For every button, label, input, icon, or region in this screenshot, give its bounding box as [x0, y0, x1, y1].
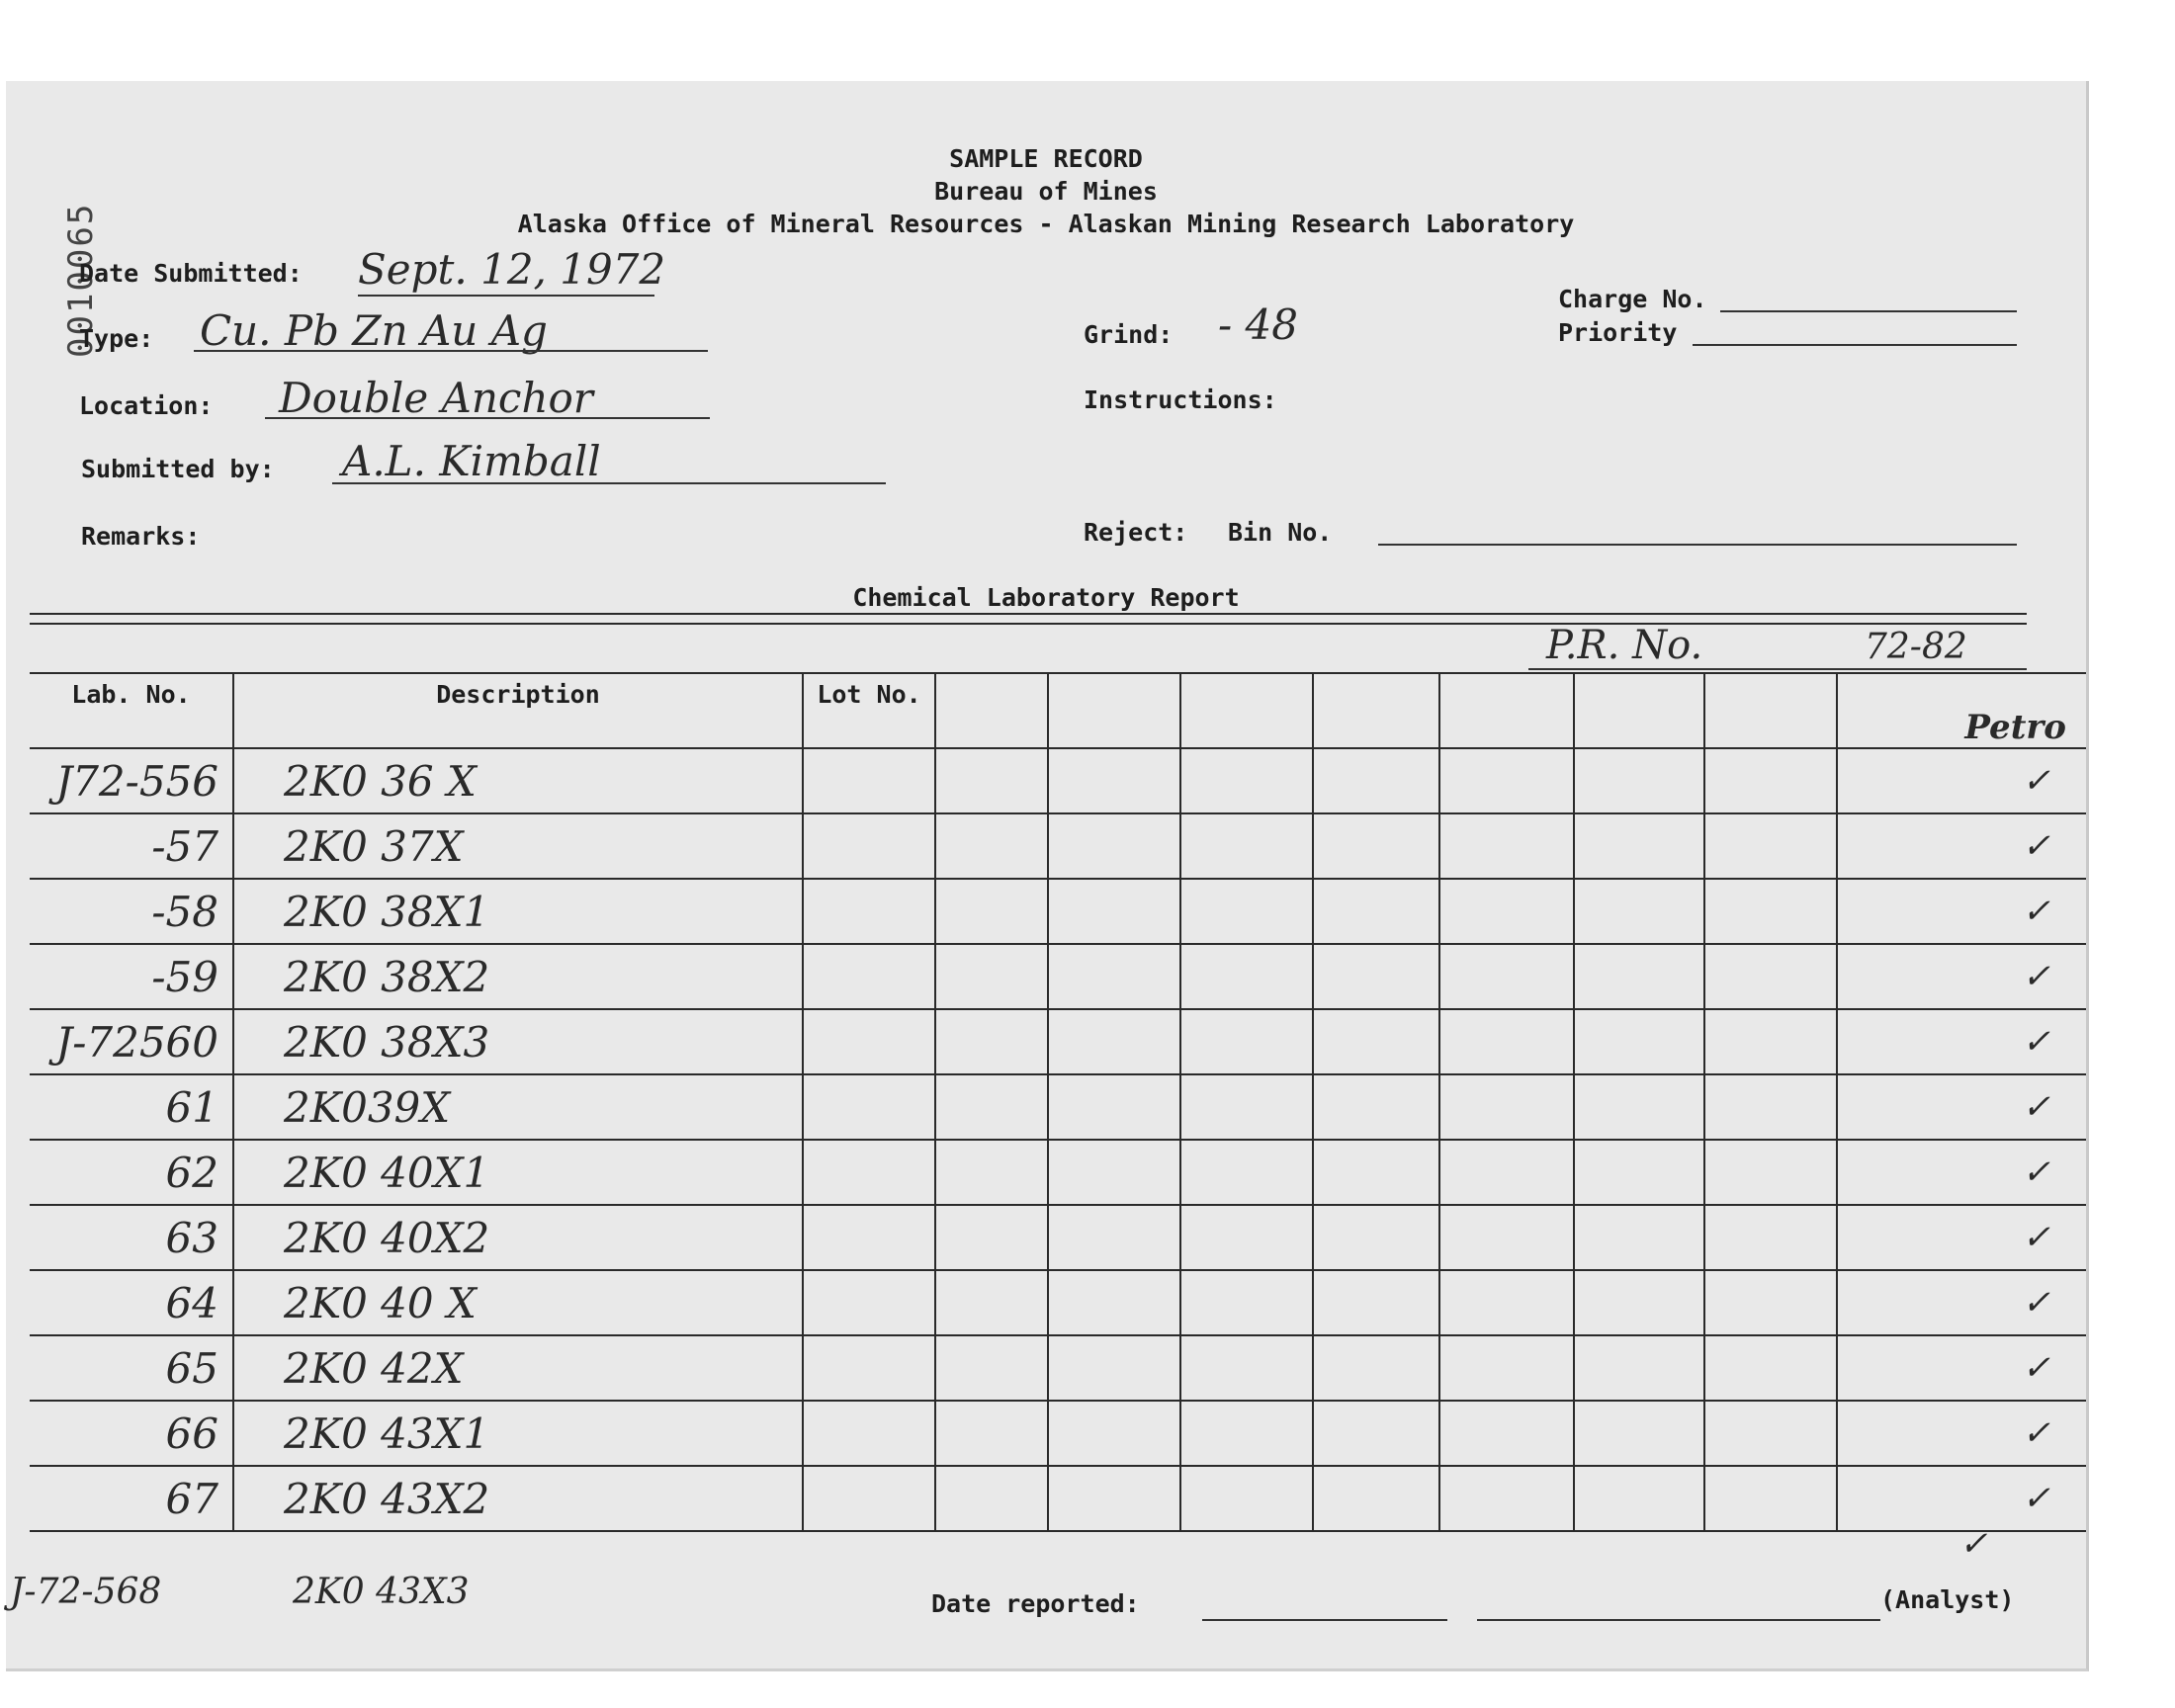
blank-cell [1313, 748, 1439, 813]
lab-no-cell: 61 [30, 1074, 233, 1140]
petro-check-cell: ✓ [1837, 748, 2086, 813]
office-name: Alaska Office of Mineral Resources - Alaskan Mining Research Laboratory [517, 210, 1575, 238]
blank-cell [1574, 813, 1704, 879]
blank-cell [1180, 813, 1313, 879]
blank-cell [1180, 1205, 1313, 1270]
blank-cell [1439, 813, 1574, 879]
description-cell: 2K0 43X1 [233, 1401, 803, 1466]
blank-header-cell [1048, 673, 1180, 748]
blank-cell [1313, 1335, 1439, 1401]
pr-label: P.R. No. [1546, 623, 1703, 668]
last-description: 2K0 43X3 [293, 1572, 470, 1612]
blank-cell [803, 1205, 935, 1270]
blank-cell [803, 813, 935, 879]
blank-cell [1439, 1335, 1574, 1401]
location-line [265, 417, 710, 419]
blank-cell [1313, 1401, 1439, 1466]
submitted-by-line [332, 482, 886, 484]
petro-check-cell: ✓ [1837, 1205, 2086, 1270]
form-title: SAMPLE RECORD [949, 144, 1143, 173]
table-row [30, 944, 2086, 1009]
petro-check-cell: ✓ [1837, 1466, 2086, 1531]
blank-header-cell [935, 673, 1048, 748]
report-rule-bottom [30, 623, 2027, 625]
blank-header-cell [1439, 673, 1574, 748]
blank-cell [803, 1270, 935, 1335]
blank-cell [1704, 748, 1837, 813]
blank-cell [1439, 1466, 1574, 1531]
blank-cell [1313, 1140, 1439, 1205]
table-row [30, 1335, 2086, 1401]
blank-cell [1180, 1074, 1313, 1140]
blank-cell [803, 879, 935, 944]
col-lab-no-header: Lab. No. [30, 673, 233, 748]
blank-cell [1439, 879, 1574, 944]
date-submitted-value: Sept. 12, 1972 [358, 245, 666, 294]
description-cell: 2K0 40X1 [233, 1140, 803, 1205]
petro-check-cell: ✓ [1837, 944, 2086, 1009]
analyst-label: (Analyst) [1880, 1585, 2015, 1614]
description-cell: 2K0 38X2 [233, 944, 803, 1009]
last-lab-no: J-72-568 [10, 1572, 162, 1612]
blank-cell [1048, 813, 1180, 879]
blank-header-cell [1704, 673, 1837, 748]
location-label: Location: [79, 391, 214, 420]
lab-no-cell: J-72560 [30, 1009, 233, 1074]
blank-cell [1048, 1140, 1180, 1205]
table-row [30, 1140, 2086, 1205]
table-row [30, 813, 2086, 879]
date-reported-line [1202, 1619, 1447, 1621]
grind-value: - 48 [1218, 300, 1298, 349]
analyst-line [1477, 1619, 1880, 1621]
instructions-label: Instructions: [1084, 385, 1277, 414]
blank-cell [935, 1009, 1048, 1074]
charge-line [1720, 310, 2017, 312]
table-row [30, 1270, 2086, 1335]
blank-cell [1704, 1009, 1837, 1074]
blank-cell [1574, 1466, 1704, 1531]
agency-name: Bureau of Mines [934, 177, 1158, 206]
table-row [30, 1466, 2086, 1531]
blank-cell [1313, 813, 1439, 879]
blank-cell [935, 1270, 1048, 1335]
blank-cell [1574, 1140, 1704, 1205]
description-cell: 2K0 36 X [233, 748, 803, 813]
last-petro-check: ✓ [1959, 1524, 1988, 1564]
reject-label: Reject: [1084, 518, 1188, 547]
blank-cell [1704, 879, 1837, 944]
blank-cell [1313, 944, 1439, 1009]
blank-cell [1180, 1401, 1313, 1466]
blank-cell [1439, 1074, 1574, 1140]
blank-cell [935, 1401, 1048, 1466]
blank-cell [803, 1074, 935, 1140]
description-cell: 2K0 42X [233, 1335, 803, 1401]
petro-check-cell: ✓ [1837, 1074, 2086, 1140]
blank-cell [935, 1074, 1048, 1140]
petro-check-cell: ✓ [1837, 1140, 2086, 1205]
blank-cell [935, 1140, 1048, 1205]
blank-cell [1048, 1009, 1180, 1074]
blank-cell [1048, 1270, 1180, 1335]
table-row [30, 1401, 2086, 1466]
blank-cell [935, 1335, 1048, 1401]
blank-cell [935, 748, 1048, 813]
lab-no-cell: 63 [30, 1205, 233, 1270]
blank-cell [1704, 1466, 1837, 1531]
blank-cell [803, 1401, 935, 1466]
report-rule-top [30, 613, 2027, 615]
blank-cell [1704, 1335, 1837, 1401]
petro-check-cell: ✓ [1837, 1401, 2086, 1466]
blank-cell [1439, 1401, 1574, 1466]
col-petro-header: Petro [1837, 673, 2086, 748]
blank-cell [1048, 1205, 1180, 1270]
type-label: Type: [79, 324, 154, 353]
blank-cell [1704, 1140, 1837, 1205]
blank-cell [1313, 1009, 1439, 1074]
description-cell: 2K0 40 X [233, 1270, 803, 1335]
pr-line [1528, 668, 2027, 670]
blank-cell [1048, 1401, 1180, 1466]
petro-check-cell: ✓ [1837, 879, 2086, 944]
table-header-row [30, 673, 2086, 748]
table-row [30, 1009, 2086, 1074]
blank-cell [1704, 1270, 1837, 1335]
blank-cell [1313, 879, 1439, 944]
blank-cell [1574, 1270, 1704, 1335]
blank-cell [1048, 879, 1180, 944]
blank-cell [1439, 1205, 1574, 1270]
blank-cell [1180, 1009, 1313, 1074]
blank-cell [1313, 1205, 1439, 1270]
archive-stamp: 0010065 [61, 202, 101, 358]
table-row [30, 1074, 2086, 1140]
lab-no-cell: J72-556 [30, 748, 233, 813]
blank-cell [935, 944, 1048, 1009]
priority-line [1693, 344, 2017, 346]
blank-cell [803, 944, 935, 1009]
blank-cell [1439, 748, 1574, 813]
table-row [30, 879, 2086, 944]
blank-cell [1180, 1466, 1313, 1531]
blank-cell [1574, 879, 1704, 944]
lab-no-cell: -57 [30, 813, 233, 879]
lab-no-cell: 64 [30, 1270, 233, 1335]
description-cell: 2K039X [233, 1074, 803, 1140]
blank-cell [1048, 1074, 1180, 1140]
description-cell: 2K0 40X2 [233, 1205, 803, 1270]
lab-no-cell: 67 [30, 1466, 233, 1531]
blank-cell [803, 1009, 935, 1074]
blank-cell [1574, 944, 1704, 1009]
petro-check-cell: ✓ [1837, 813, 2086, 879]
blank-cell [1574, 1074, 1704, 1140]
date-submitted-line [358, 295, 654, 297]
blank-cell [1439, 1270, 1574, 1335]
blank-cell [1704, 1205, 1837, 1270]
blank-cell [1439, 1140, 1574, 1205]
petro-check-cell: ✓ [1837, 1335, 2086, 1401]
blank-cell [1048, 748, 1180, 813]
blank-cell [1180, 748, 1313, 813]
blank-cell [1313, 1074, 1439, 1140]
lab-no-cell: 62 [30, 1140, 233, 1205]
location-value: Double Anchor [279, 374, 593, 422]
blank-cell [1180, 1270, 1313, 1335]
blank-cell [803, 1140, 935, 1205]
type-line [194, 350, 708, 352]
blank-cell [1704, 1074, 1837, 1140]
lab-no-cell: -59 [30, 944, 233, 1009]
grind-label: Grind: [1084, 320, 1174, 349]
blank-cell [1313, 1270, 1439, 1335]
blank-cell [803, 1335, 935, 1401]
submitted-by-label: Submitted by: [81, 455, 275, 483]
blank-cell [935, 879, 1048, 944]
col-lot-no-header: Lot No. [803, 673, 935, 748]
blank-header-cell [1180, 673, 1313, 748]
blank-cell [1574, 1335, 1704, 1401]
blank-cell [1574, 1009, 1704, 1074]
blank-cell [1048, 1466, 1180, 1531]
table-row [30, 1205, 2086, 1270]
report-title: Chemical Laboratory Report [852, 583, 1240, 612]
blank-cell [1704, 944, 1837, 1009]
charge-label: Charge No. [1558, 285, 1707, 313]
blank-cell [1439, 1009, 1574, 1074]
blank-cell [935, 813, 1048, 879]
blank-cell [1180, 879, 1313, 944]
blank-cell [935, 1466, 1048, 1531]
blank-header-cell [1313, 673, 1439, 748]
lab-no-cell: -58 [30, 879, 233, 944]
description-cell: 2K0 38X1 [233, 879, 803, 944]
blank-cell [1180, 1140, 1313, 1205]
blank-cell [935, 1205, 1048, 1270]
pr-value: 72-82 [1865, 627, 1967, 667]
petro-check-cell: ✓ [1837, 1009, 2086, 1074]
col-description-header: Description [233, 673, 803, 748]
submitted-by-value: A.L. Kimball [342, 437, 601, 485]
petro-check-cell: ✓ [1837, 1270, 2086, 1335]
blank-cell [1313, 1466, 1439, 1531]
sample-record-sheet [6, 81, 2089, 1671]
type-value: Cu. Pb Zn Au Ag [200, 306, 548, 355]
blank-cell [803, 748, 935, 813]
blank-cell [1048, 944, 1180, 1009]
priority-label: Priority [1558, 318, 1678, 347]
bin-line [1378, 544, 2017, 546]
blank-cell [1439, 944, 1574, 1009]
blank-cell [1574, 1401, 1704, 1466]
blank-cell [1704, 1401, 1837, 1466]
blank-cell [1574, 1205, 1704, 1270]
lab-report-table [30, 672, 2086, 1532]
description-cell: 2K0 38X3 [233, 1009, 803, 1074]
blank-cell [1048, 1335, 1180, 1401]
description-cell: 2K0 43X2 [233, 1466, 803, 1531]
date-submitted-label: Date Submitted: [79, 259, 303, 288]
lab-no-cell: 65 [30, 1335, 233, 1401]
lab-no-cell: 66 [30, 1401, 233, 1466]
description-cell: 2K0 37X [233, 813, 803, 879]
blank-cell [1704, 813, 1837, 879]
bin-label: Bin No. [1228, 518, 1333, 547]
blank-cell [803, 1466, 935, 1531]
table-row [30, 748, 2086, 813]
blank-header-cell [1574, 673, 1704, 748]
blank-cell [1180, 1335, 1313, 1401]
blank-cell [1180, 944, 1313, 1009]
date-reported-label: Date reported: [931, 1589, 1140, 1618]
blank-cell [1574, 748, 1704, 813]
remarks-label: Remarks: [81, 522, 201, 551]
